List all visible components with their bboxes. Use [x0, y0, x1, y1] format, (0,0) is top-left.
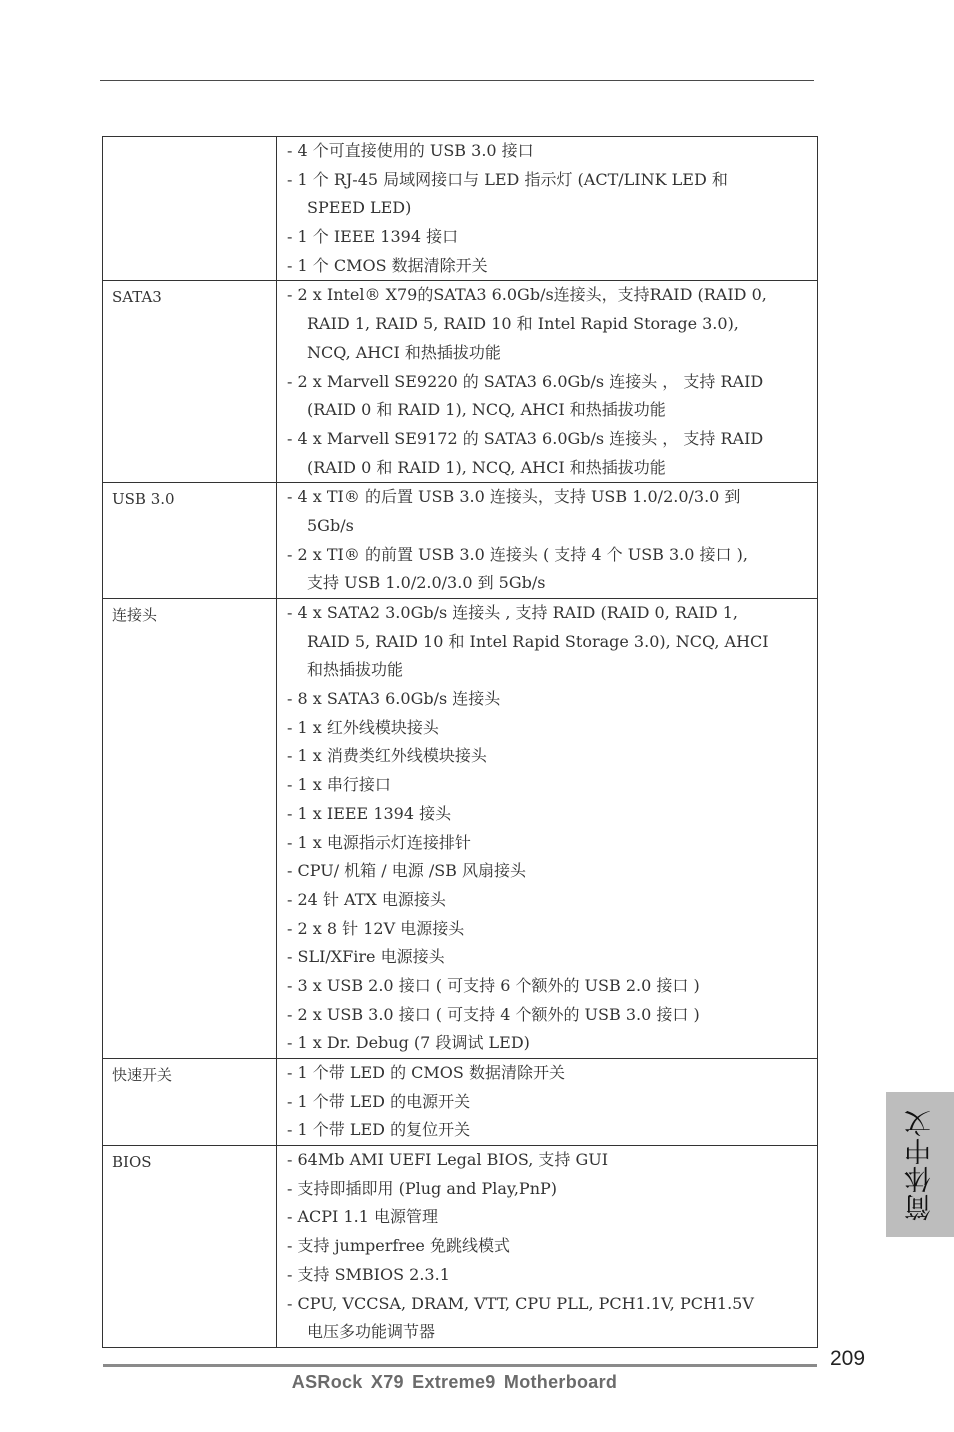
spec-line: 和热插拔功能 — [307, 660, 404, 680]
spec-line: 支持 USB 1.0/2.0/3.0 到 5Gb/s — [307, 573, 546, 593]
spec-details — [277, 137, 818, 281]
spec-line: - 2 x Marvell SE9220 的 SATA3 6.0Gb/s 连接头 ， 支持 RAID — [287, 371, 764, 391]
page-number: 209 — [830, 1347, 866, 1370]
spec-line: - 4 x TI® 的后置 USB 3.0 连接头，支持 USB 1.0/2.0/3.0 到 — [287, 487, 741, 507]
spec-table-body — [103, 137, 818, 1348]
spec-line: - SLI/XFire 电源接头 — [287, 947, 445, 967]
spec-line: - 支持即插即用 (Plug and Play,PnP) — [287, 1178, 558, 1198]
spec-details — [277, 483, 818, 599]
spec-label — [103, 137, 277, 281]
spec-line: RAID 5, RAID 10 和 Intel Rapid Storage 3.0), NCQ, AHCI — [307, 631, 769, 651]
spec-line: - 2 x 8 针 12V 电源接头 — [287, 918, 465, 938]
spec-line: (RAID 0 和 RAID 1), NCQ, AHCI 和热插拔功能 — [307, 400, 666, 420]
spec-line: - ACPI 1.1 电源管理 — [287, 1207, 438, 1227]
spec-line: - 1 个带 LED 的 CMOS 数据清除开关 — [287, 1063, 565, 1082]
spec-line: - 1 x 串行接口 — [287, 775, 391, 795]
spec-line: RAID 1, RAID 5, RAID 10 和 Intel Rapid Storage 3.0), — [307, 314, 739, 334]
header-rule — [100, 80, 814, 81]
spec-line: 5Gb/s — [307, 515, 354, 535]
spec-line: - 1 x IEEE 1394 接头 — [287, 803, 452, 823]
spec-line: - 2 x TI® 的前置 USB 3.0 连接头 ( 支持 4 个 USB 3.0 接口 ), — [287, 544, 748, 564]
language-tab-label: 简体中文 — [904, 1108, 936, 1221]
spec-details — [277, 281, 818, 483]
spec-line: - 24 针 ATX 电源接头 — [287, 889, 446, 909]
language-tab — [886, 1092, 954, 1237]
spec-label: SATA3 — [103, 281, 277, 483]
spec-label: BIOS — [103, 1146, 277, 1348]
spec-line: - 支持 jumperfree 免跳线模式 — [287, 1236, 510, 1256]
spec-line: - 2 x Intel® X79的SATA3 6.0Gb/s连接头，支持RAID (RAID 0, — [287, 285, 767, 305]
footer-title: ASRock X79 Extreme9 Motherboard — [291, 1372, 618, 1392]
spec-details — [277, 599, 818, 1059]
spec-line: - 4 个可直接使用的 USB 3.0 接口 — [287, 141, 534, 160]
spec-details — [277, 1146, 818, 1348]
spec-row — [103, 599, 818, 1059]
spec-line: (RAID 0 和 RAID 1), NCQ, AHCI 和热插拔功能 — [307, 457, 666, 477]
spec-label: USB 3.0 — [103, 483, 277, 599]
spec-line: - 1 x 电源指示灯连接排针 — [287, 832, 471, 852]
spec-line: - 1 x Dr. Debug (7 段调试 LED) — [287, 1033, 530, 1053]
spec-line: - CPU, VCCSA, DRAM, VTT, CPU PLL, PCH1.1V, PCH1.5V — [287, 1293, 754, 1313]
spec-line: NCQ, AHCI 和热插拔功能 — [307, 342, 501, 362]
spec-line: - 1 个 IEEE 1394 接口 — [287, 227, 459, 247]
spec-label: 连接头 — [103, 599, 277, 1059]
spec-line: - 64Mb AMI UEFI Legal BIOS, 支持 GUI — [287, 1150, 609, 1170]
spec-line: - 支持 SMBIOS 2.3.1 — [287, 1264, 450, 1284]
spec-line: - 4 x SATA2 3.0Gb/s 连接头 , 支持 RAID (RAID 0, RAID 1, — [287, 603, 738, 622]
spec-row — [103, 137, 818, 281]
spec-line: - 2 x USB 3.0 接口 ( 可支持 4 个额外的 USB 3.0 接口 ) — [287, 1004, 700, 1024]
spec-line: - 3 x USB 2.0 接口 ( 可支持 6 个额外的 USB 2.0 接口 ) — [287, 975, 700, 995]
spec-line: - 1 个带 LED 的电源开关 — [287, 1091, 471, 1111]
spec-details — [277, 1059, 818, 1146]
spec-line: - CPU/ 机箱 / 电源 /SB 风扇接头 — [287, 861, 527, 881]
spec-line: - 1 个 RJ-45 局域网接口与 LED 指示灯 (ACT/LINK LED 和 — [287, 169, 728, 189]
spec-line: - 1 个 CMOS 数据清除开关 — [287, 255, 488, 275]
spec-line: - 4 x Marvell SE9172 的 SATA3 6.0Gb/s 连接头 ， 支持 RAID — [287, 428, 764, 448]
spec-line: - 1 x 红外线模块接头 — [287, 717, 439, 737]
spec-line: - 1 个带 LED 的复位开关 — [287, 1120, 471, 1140]
spec-line: - 1 x 消费类红外线模块接头 — [287, 746, 487, 766]
spec-row — [103, 281, 818, 483]
spec-line: SPEED LED) — [307, 198, 412, 218]
spec-line: 电压多功能调节器 — [307, 1322, 436, 1342]
spec-line: - 8 x SATA3 6.0Gb/s 连接头 — [287, 689, 501, 709]
spec-table — [102, 136, 818, 1348]
spec-row — [103, 483, 818, 599]
spec-row — [103, 1059, 818, 1146]
spec-row — [103, 1146, 818, 1348]
spec-label: 快速开关 — [103, 1059, 277, 1146]
footer-rule — [103, 1364, 817, 1367]
